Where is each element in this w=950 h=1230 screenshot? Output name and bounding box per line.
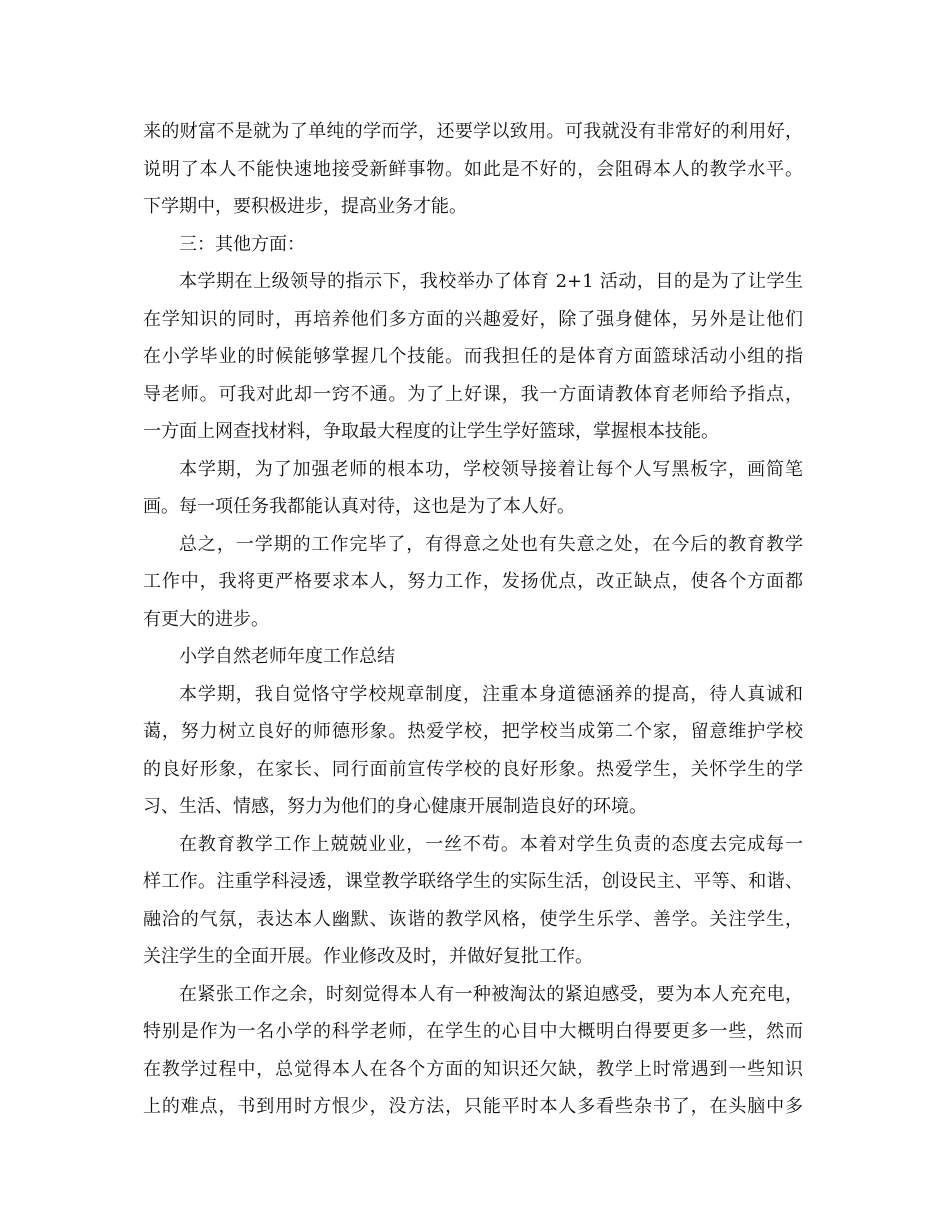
text-line: 的良好形象，在家长、同行面前宣传学校的良好形象。热爱学生，关怀学生的学: [143, 758, 803, 780]
text-line: 导老师。可我对此却一窍不通。为了上好课，我一方面请教体育老师给予指点，: [143, 383, 803, 405]
text-line: 特别是作为一名小学的科学老师，在学生的心目中大概明白得要更多一些，然而: [143, 1021, 803, 1042]
text-line: 在学知识的同时，再培养他们多方面的兴趣爱好，除了强身健体，另外是让他们: [143, 308, 803, 330]
document-body: [143, 113, 803, 1126]
text-line: 本学期在上级领导的指示下，我校举办了体育 2+1 活动，目的是为了让学生: [179, 271, 803, 292]
text-line: 上的难点，书到用时方恨少，没方法，只能平时本人多看些杂书了，在头脑中多: [143, 1096, 803, 1117]
text-line: 在小学毕业的时候能够掌握几个技能。而我担任的是体育方面篮球活动小组的指: [143, 346, 803, 367]
text-line: 样工作。注重学科浸透，课堂教学联络学生的实际生活，创设民主、平等、和谐、: [143, 871, 803, 892]
text-line: 画。每一项任务我都能认真对待，这也是为了本人好。: [143, 496, 575, 517]
text-line: 习、生活、情感，努力为他们的身心健康开展制造良好的环境。: [143, 796, 647, 817]
text-line: 总之，一学期的工作完毕了，有得意之处也有失意之处，在今后的教育教学: [179, 533, 803, 555]
text-line: 融洽的气氛，表达本人幽默、诙谐的教学风格，使学生乐学、善学。关注学生，: [143, 908, 803, 930]
text-line: 关注学生的全面开展。作业修改及时，并做好复批工作。: [143, 946, 593, 967]
text-line: 来的财富不是就为了单纯的学而学，还要学以致用。可我就没有非常好的利用好，: [143, 121, 803, 142]
text-line: 一方面上网查找材料，争取最大程度的让学生学好篮球，掌握根本技能。: [143, 421, 719, 442]
text-line: 在教育教学工作上兢兢业业，一丝不苟。本着对学生负责的态度去完成每一: [179, 833, 803, 855]
section-heading: 三：其他方面：: [179, 233, 305, 255]
text-line: 本学期，为了加强老师的根本功，学校领导接着让每个人写黑板字，画简笔: [179, 458, 803, 480]
text-line: 在紧张工作之余，时刻觉得本人有一种被淘汰的紧迫感受，要为本人充充电，: [179, 983, 803, 1005]
text-line: 工作中，我将更严格要求本人，努力工作，发扬优点，改正缺点，使各个方面都: [143, 571, 803, 592]
text-line: 有更大的进步。: [143, 608, 269, 630]
text-line: 本学期，我自觉恪守学校规章制度，注重本身道德涵养的提高，待人真诚和: [179, 683, 803, 705]
article-title: 小学自然老师年度工作总结: [179, 646, 395, 667]
text-line: 下学期中，要积极进步，提高业务才能。: [143, 196, 467, 217]
text-line: 在教学过程中，总觉得本人在各个方面的知识还欠缺，教学上时常遇到一些知识: [143, 1058, 803, 1080]
text-line: 蔼，努力树立良好的师德形象。热爱学校，把学校当成第二个家，留意维护学校: [143, 721, 803, 742]
text-line: 说明了本人不能快速地接受新鲜事物。如此是不好的，会阻碍本人的教学水平。: [143, 158, 803, 180]
